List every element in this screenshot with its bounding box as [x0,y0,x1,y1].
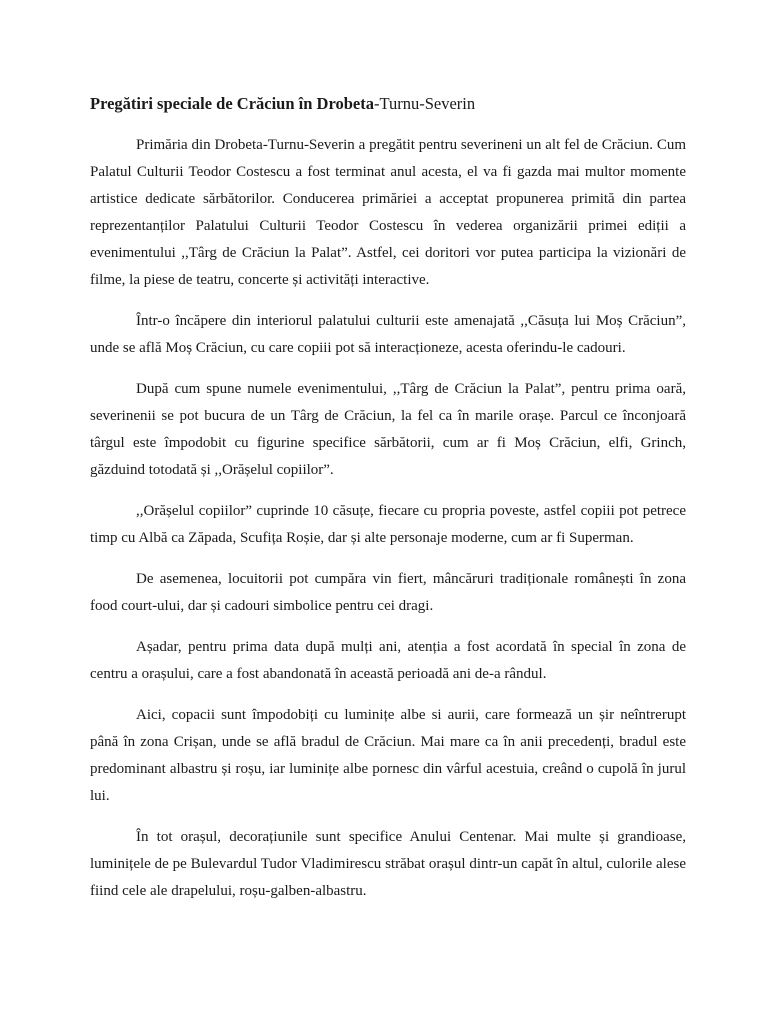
document-title-regular: -Turnu-Severin [373,94,476,113]
paragraph: ,,Orășelul copiilor” cuprinde 10 căsuțe, fiecare cu propria poveste, astfel copiii pot petrece timp cu Albă ca Zăpada, Scufița Roșie, dar și alte personaje moderne, cum ar fi Superman. [90,503,686,546]
paragraph: Într-o încăpere din interiorul palatului culturii este amenajată ,,Căsuța lui Moș Crăciun”, unde se află Moș Crăciun, cu care copiii pot să interacționeze, acesta oferindu-le cadouri. [90,313,686,356]
document-title [90,93,710,115]
paragraph: Aici, copacii sunt împodobiți cu luminițe albe si aurii, care formează un șir neîntrerupt până în zona Crișan, unde se află bradul de Crăciun. Mai mare ca în anii precedenți, bradul este predominant albastru și roșu, iar luminițe albe pornesc din vârful acestuia, creând o cupolă în jurul lui. [90,707,686,804]
document-body [90,132,686,919]
paragraph: Așadar, pentru prima data după mulți ani, atenția a fost acordată în special în zona de centru a orașului, care a fost abandonată în această perioadă ani de-a rândul. [90,639,686,682]
paragraph: Primăria din Drobeta-Turnu-Severin a pregătit pentru severineni un alt fel de Crăciun. Cum Palatul Culturii Teodor Costescu a fost terminat anul acesta, el va fi gazda mai multor momente artistice dedicate sărbătorilor. Conducerea primăriei a acceptat propunerea primită din partea reprezentanților Palatului Culturii Teodor Costescu în vederea organizării primei ediții a evenimentului ,,Târg de Crăciun la Palat”. Astfel, cei doritori vor putea participa la vizionări de filme, la piese de teatru, concerte și activități interactive. [90,137,686,288]
paragraph: După cum spune numele evenimentului, ,,Târg de Crăciun la Palat”, pentru prima oară, severinenii se pot bucura de un Târg de Crăciun, la fel ca în marile orașe. Parcul ce înconjoară târgul este împodobit cu figurine specifice sărbătorii, cum ar fi Moș Crăciun, elfi, Grinch, găzduind totodată și ,,Orășelul copiilor”. [90,381,686,478]
document-title-bold: Pregătiri speciale de Crăciun în Drobeta [90,94,374,113]
paragraph: În tot orașul, decorațiunile sunt specifice Anului Centenar. Mai multe și grandioase, luminițele de pe Bulevardul Tudor Vladimirescu străbat orașul dintr-un capăt în altul, culorile alese fiind cele ale drapelului, roșu-galben-albastru. [90,829,686,899]
paragraph: De asemenea, locuitorii pot cumpăra vin fiert, mâncăruri tradiționale românești în zona food court-ului, dar și cadouri simbolice pentru cei dragi. [90,571,686,614]
